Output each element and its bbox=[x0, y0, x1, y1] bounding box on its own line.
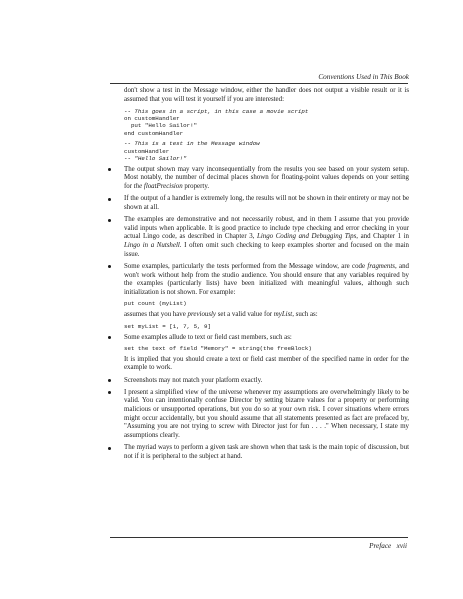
code-line: put "Hello Sailor!" bbox=[124, 122, 198, 130]
code-line: end customHandler bbox=[124, 129, 184, 137]
bullet-icon bbox=[108, 391, 111, 394]
intro-paragraph: don't show a test in the Message window, either the handler does not output a visible result or it is assumed that you will test it yourself if you are interested: bbox=[124, 87, 409, 103]
list-item: Some examples, particularly the tests performed from the Message window, are code fragments, and won't work without help from the studio audience. You should ensure that any variables required by the examples (particularly lists) have been initialized with meaningful values, although such initialization is not shown. For example: put count (myList) assumes that you have previously set a valid value for myList, such as: set myList = [1, 7, 5, 9] bbox=[108, 263, 409, 330]
code-line: -- "Hello Sailor!" bbox=[124, 154, 187, 162]
bullet-icon bbox=[108, 379, 111, 382]
code-line: customHandler bbox=[124, 147, 170, 155]
code-snippet: set the text of field "Memory" = string(the freeBlock) bbox=[124, 345, 312, 353]
page-number: xvii bbox=[396, 542, 407, 550]
code-example-movie-script bbox=[124, 108, 409, 137]
page-body bbox=[108, 87, 409, 465]
list-item: The examples are demonstrative and not necessarily robust, and in them I assume that you provide valid inputs when applicable. It is good practice to include type checking and error checking in your actual Lingo code, as described in Chapter 3, Lingo Coding and Debugging Tips, and Chapter 1 in Lingo in a Nutshell. I often omit such checking to keep examples shorter and focused on the main issue. bbox=[108, 216, 409, 259]
bullet-icon bbox=[108, 219, 111, 222]
bullet-icon bbox=[108, 168, 111, 171]
code-line: on customHandler bbox=[124, 115, 180, 123]
list-item: The output shown may vary inconsequentially from the results you see based on your system setup. Most notably, the number of decimal places shown for floating-point values depends on your setting for the floatPrecision property. bbox=[108, 166, 409, 192]
code-line: -- This is a test in the Message window bbox=[124, 140, 260, 148]
list-item: If the output of a handler is extremely long, the results will not be shown in their entirety or may not be shown at all. bbox=[108, 195, 409, 212]
code-line: -- This goes in a script, in this case a movie script bbox=[124, 107, 309, 115]
list-item: I present a simplified view of the universe whenever my assumptions are overwhelmingly likely to be valid. You can intentionally confuse Director by setting bizarre values for a property or performing malicious or unsupported operations, but you do so at your own risk. I cover situations where errors might occur accidentally, but you should assume that all statements presented as fact are prefaced by, "Assuming you are not trying to screw with Director just for fun . . . ." When necessary, I state my assumptions clearly. bbox=[108, 389, 409, 441]
bullet-icon bbox=[108, 336, 111, 339]
header-rule bbox=[110, 83, 408, 84]
code-snippet: set myList = [1, 7, 5, 9] bbox=[124, 322, 211, 330]
page-footer bbox=[369, 542, 407, 550]
running-head: Conventions Used in This Book bbox=[318, 73, 409, 81]
code-snippet: put count (myList) bbox=[124, 300, 187, 308]
bullet-icon bbox=[108, 265, 111, 268]
conventions-list bbox=[108, 166, 409, 462]
list-item: Some examples allude to text or field cast members, such as: set the text of field "Memory" = string(the freeBlock) It is implied that you should create a text or field cast member of the specified name in order for the example to work. bbox=[108, 334, 409, 373]
bullet-icon bbox=[108, 447, 111, 450]
code-example-message-window bbox=[124, 140, 409, 162]
bullet-icon bbox=[108, 198, 111, 201]
footer-rule bbox=[110, 537, 408, 538]
list-item: The myriad ways to perform a given task are shown when that task is the main topic of discussion, but not if it is peripheral to the subject at hand. bbox=[108, 444, 409, 461]
list-item: Screenshots may not match your platform exactly. bbox=[108, 377, 409, 386]
footer-label: Preface bbox=[369, 542, 392, 550]
